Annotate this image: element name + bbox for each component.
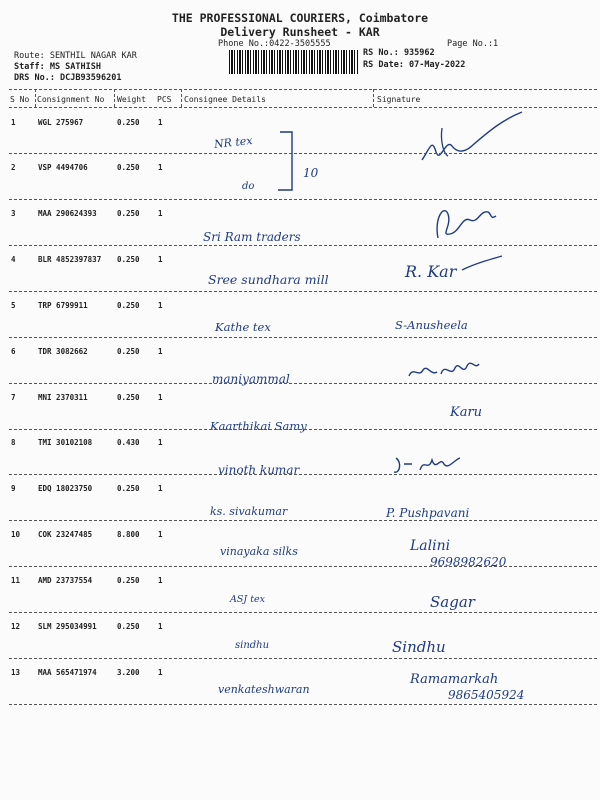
row-weight: 0.250 xyxy=(117,347,140,356)
row-pcs: 1 xyxy=(158,576,163,585)
handwritten-note: 10 xyxy=(303,166,319,180)
row-consignment-no: AMD 23737554 xyxy=(38,576,93,585)
row-weight: 8.800 xyxy=(117,530,140,539)
rs-date: RS Date: 07-May-2022 xyxy=(363,60,466,70)
rs-number: RS No.: 935962 xyxy=(363,48,435,58)
row-divider xyxy=(9,520,597,521)
row-sno: 9 xyxy=(11,484,16,493)
row-weight: 0.250 xyxy=(117,118,140,127)
table-header-top-rule xyxy=(9,89,597,90)
consignee-handwriting: do xyxy=(242,181,255,192)
column-header-pcs: PCS xyxy=(157,95,172,104)
row-weight: 0.250 xyxy=(117,301,140,310)
row-sno: 11 xyxy=(11,576,21,585)
row-weight: 0.250 xyxy=(117,484,140,493)
row-sno: 7 xyxy=(11,393,16,402)
signature-underline xyxy=(460,252,505,274)
row-weight: 0.250 xyxy=(117,393,140,402)
row-weight: 0.250 xyxy=(117,622,140,631)
row-divider xyxy=(9,383,597,384)
consignee-handwriting: Sri Ram traders xyxy=(203,230,301,244)
row-consignment-no: TRP 6799911 xyxy=(38,301,88,310)
row-sno: 2 xyxy=(11,163,16,172)
row-sno: 10 xyxy=(11,530,21,539)
row-consignment-no: WGL 275967 xyxy=(38,118,84,127)
consignee-handwriting: vinayaka silks xyxy=(220,545,298,558)
signature: Lalini xyxy=(410,538,451,554)
row-divider xyxy=(9,704,597,705)
row-pcs: 1 xyxy=(158,209,163,218)
row-sno: 8 xyxy=(11,438,16,447)
consignee-handwriting: sindhu xyxy=(235,640,270,651)
row-consignment-no: EDQ 18023750 xyxy=(38,484,93,493)
signer-phone: 9698982620 xyxy=(430,555,507,569)
barcode xyxy=(229,50,358,74)
column-header-consignee: Consignee Details xyxy=(184,95,266,104)
bracket-mark xyxy=(270,118,310,198)
row-sno: 1 xyxy=(11,118,16,127)
row-sno: 13 xyxy=(11,668,21,677)
row-consignment-no: TMI 30102108 xyxy=(38,438,93,447)
signature: Ramamarkah xyxy=(410,672,499,687)
row-sno: 5 xyxy=(11,301,16,310)
row-pcs: 1 xyxy=(158,301,163,310)
signature: P. Pushpavani xyxy=(386,506,470,520)
row-weight: 0.250 xyxy=(117,255,140,264)
consignee-handwriting: NR tex xyxy=(213,134,254,151)
row-sno: 12 xyxy=(11,622,21,631)
signature-scribble xyxy=(418,108,528,168)
row-pcs: 1 xyxy=(158,622,163,631)
row-consignment-no: MAA 290624393 xyxy=(38,209,97,218)
drs-number: DRS No.: DCJB93596201 xyxy=(14,73,122,83)
row-divider xyxy=(9,337,597,338)
row-pcs: 1 xyxy=(158,484,163,493)
column-header-weight: Weight xyxy=(117,95,146,104)
row-consignment-no: MNI 2370311 xyxy=(38,393,88,402)
consignee-handwriting: Kathe tex xyxy=(215,320,271,334)
row-consignment-no: MAA 565471974 xyxy=(38,668,97,677)
row-pcs: 1 xyxy=(158,347,163,356)
row-divider xyxy=(9,153,597,154)
row-weight: 0.250 xyxy=(117,209,140,218)
company-title: THE PROFESSIONAL COURIERS, Coimbatore xyxy=(171,11,429,25)
row-consignment-no: BLR 4852397837 xyxy=(38,255,102,264)
row-divider xyxy=(9,291,597,292)
row-divider xyxy=(9,429,597,430)
consignee-handwriting: ks. sivakumar xyxy=(210,505,288,518)
row-pcs: 1 xyxy=(158,530,163,539)
row-pcs: 1 xyxy=(158,393,163,402)
row-pcs: 1 xyxy=(158,255,163,264)
column-header-sno: S No xyxy=(10,95,30,104)
row-weight: 0.250 xyxy=(117,163,140,172)
staff: Staff: MS SATHISH xyxy=(14,62,101,72)
signature: R. Kar xyxy=(405,262,457,281)
signature-scribble xyxy=(405,352,485,384)
row-pcs: 1 xyxy=(158,668,163,677)
row-sno: 4 xyxy=(11,255,16,264)
row-weight: 3.200 xyxy=(117,668,140,677)
consignee-handwriting: Kaarthikai Samy xyxy=(210,419,307,433)
row-divider xyxy=(9,566,597,567)
consignee-handwriting: maniyammal xyxy=(212,372,290,386)
row-divider xyxy=(9,199,597,200)
column-header-signature: Signature xyxy=(377,95,421,104)
row-consignment-no: COK 23247485 xyxy=(38,530,93,539)
row-pcs: 1 xyxy=(158,163,163,172)
row-pcs: 1 xyxy=(158,118,163,127)
row-weight: 0.250 xyxy=(117,576,140,585)
signature: Sindhu xyxy=(392,638,446,656)
signature: S-Anusheela xyxy=(395,318,468,332)
row-consignment-no: TDR 3082662 xyxy=(38,347,88,356)
runsheet-title: Delivery Runsheet - KAR xyxy=(220,25,380,39)
phone-number: Phone No.:0422-3505555 xyxy=(218,39,331,49)
row-weight: 0.430 xyxy=(117,438,140,447)
consignee-handwriting: Sree sundhara mill xyxy=(208,272,329,287)
signature: Karu xyxy=(450,405,483,420)
row-sno: 3 xyxy=(11,209,16,218)
row-consignment-no: SLM 295034991 xyxy=(38,622,97,631)
signature-scribble xyxy=(430,198,500,246)
page-number: Page No.:1 xyxy=(447,39,499,49)
consignee-handwriting: vinoth kumar xyxy=(218,463,300,477)
row-pcs: 1 xyxy=(158,438,163,447)
row-divider xyxy=(9,474,597,475)
column-header-consignment: Consignment No xyxy=(37,95,105,104)
consignee-handwriting: venkateshwaran xyxy=(218,683,310,696)
column-divider xyxy=(114,89,115,107)
row-divider xyxy=(9,658,597,659)
row-consignment-no: VSP 4494706 xyxy=(38,163,88,172)
signer-phone: 9865405924 xyxy=(448,688,525,702)
column-divider xyxy=(181,89,182,107)
signature-scribble xyxy=(390,450,470,480)
row-divider xyxy=(9,612,597,613)
row-divider xyxy=(9,245,597,246)
column-divider xyxy=(35,89,36,107)
column-divider xyxy=(373,89,374,107)
row-sno: 6 xyxy=(11,347,16,356)
route: Route: SENTHIL NAGAR KAR xyxy=(14,51,137,61)
signature: Sagar xyxy=(430,593,475,611)
consignee-handwriting: ASJ tex xyxy=(230,594,265,605)
